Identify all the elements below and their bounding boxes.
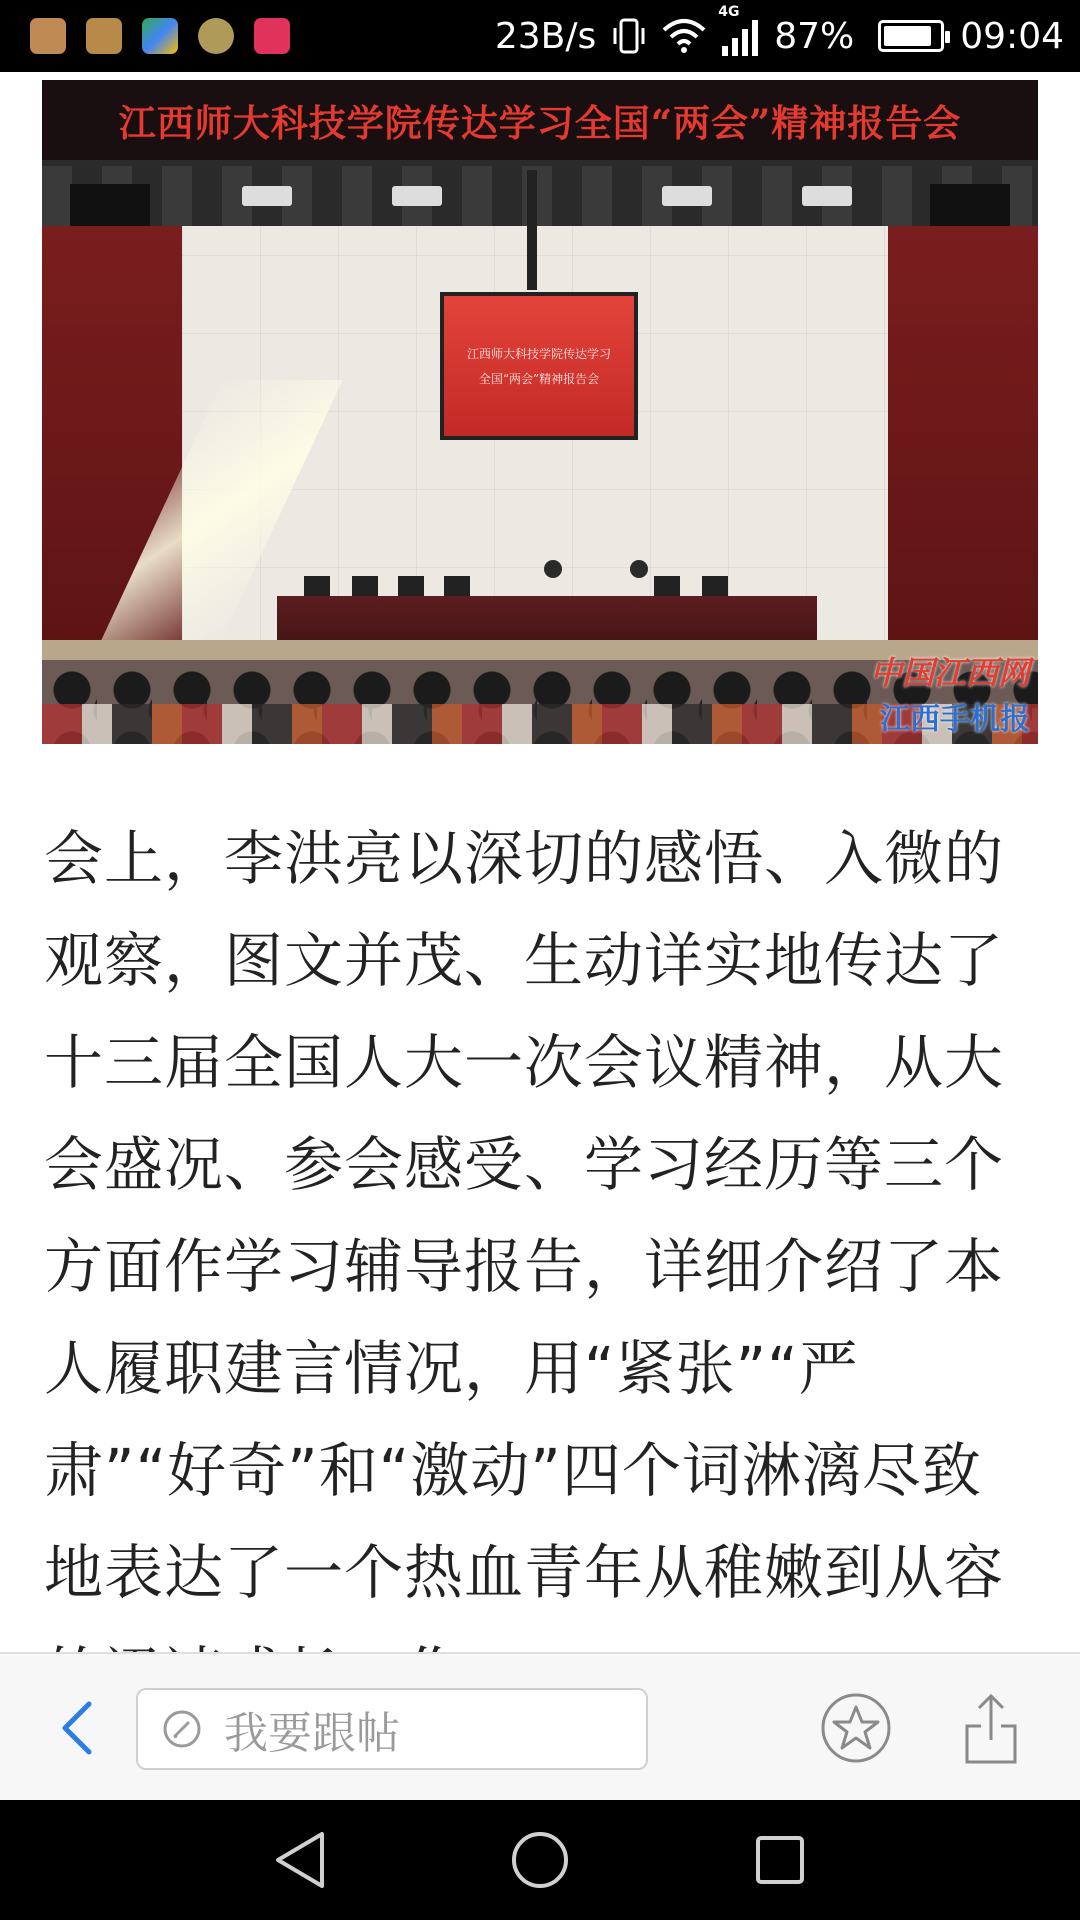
article-paragraph: 会上，李洪亮以深切的感悟、入微的观察，图文并茂、生动详实地传达了十三届全国人大一次会议精神，从大会盛况、参会感受、学习经历等三个方面作学习辅导报告，详细介绍了本人履职建言情况，用“紧张”“严肃”“好奇”和“激动”四个词淋漓尽致地表达了一个热血青年从稚嫩到从容 (44, 824, 1005, 1607)
photo-chair (398, 576, 424, 598)
photo-projector (527, 170, 537, 290)
reply-placeholder: 我要跟帖 (224, 1708, 400, 1759)
article-content[interactable] (0, 72, 1080, 1652)
browser-app-icon (198, 18, 234, 54)
signal-bar (722, 46, 728, 56)
photo-banner-text: 江西师大科技学院传达学习全国“两会”精神报告会 (42, 80, 1038, 166)
wifi-icon (662, 18, 706, 54)
pencil-icon (162, 1709, 202, 1749)
clock: 09:04 (960, 15, 1064, 57)
network-speed: 23B/s (494, 15, 597, 57)
nav-recents-button[interactable] (750, 1830, 810, 1890)
photo-ceiling (42, 166, 1038, 226)
star-icon (820, 1692, 892, 1764)
vibrate-icon (612, 16, 646, 56)
bottom-toolbar (0, 1652, 1080, 1800)
share-button[interactable] (960, 1688, 1022, 1768)
share-icon (963, 1690, 1019, 1766)
square-recents-icon (752, 1832, 808, 1888)
favorite-button[interactable] (820, 1692, 892, 1764)
photo-wall-right (888, 226, 1038, 646)
system-indicators (494, 4, 1064, 57)
watermark-line: 中国江西网 (869, 654, 1030, 692)
reply-input[interactable] (136, 1688, 648, 1770)
screen-line: 全国“两会”精神报告会 (478, 372, 600, 386)
battery-percent: 87% (774, 15, 855, 57)
circle-home-icon (510, 1830, 570, 1890)
watermark-line: 江西手机报 (880, 702, 1030, 737)
gallery-app-icon (86, 18, 122, 54)
photo-speaker-person (630, 560, 648, 578)
photo-chair (702, 576, 728, 598)
status-bar (0, 0, 1080, 72)
battery-icon (878, 20, 944, 52)
battery-fill (884, 26, 931, 46)
nav-home-button[interactable] (510, 1830, 570, 1890)
signal-bar (742, 29, 748, 56)
chevron-left-icon (59, 1700, 95, 1756)
photo-light (662, 186, 712, 206)
article-photo[interactable] (42, 80, 1038, 744)
photo-chair (352, 576, 378, 598)
play-store-icon (142, 18, 178, 54)
triangle-back-icon (272, 1830, 328, 1890)
screen-line: 江西师大科技学院传达学习 (466, 347, 611, 361)
signal-type: 4G (718, 4, 740, 20)
photo-light (802, 186, 852, 206)
photo-speaker-person (544, 560, 562, 578)
nav-back-button[interactable] (270, 1830, 330, 1890)
signal-bar (752, 20, 758, 56)
s-app-icon (254, 18, 290, 54)
photo-chair (304, 576, 330, 598)
notification-icons (30, 18, 290, 54)
photo-chair (654, 576, 680, 598)
signal-bar (732, 38, 738, 56)
health-app-icon (30, 18, 66, 54)
photo-light (242, 186, 292, 206)
back-button[interactable] (52, 1696, 102, 1760)
photo-light (392, 186, 442, 206)
photo-watermark (870, 648, 1030, 738)
cellular-signal (718, 4, 758, 56)
navigation-bar (0, 1800, 1080, 1920)
photo-chair (444, 576, 470, 598)
photo-projection-screen (440, 292, 638, 440)
